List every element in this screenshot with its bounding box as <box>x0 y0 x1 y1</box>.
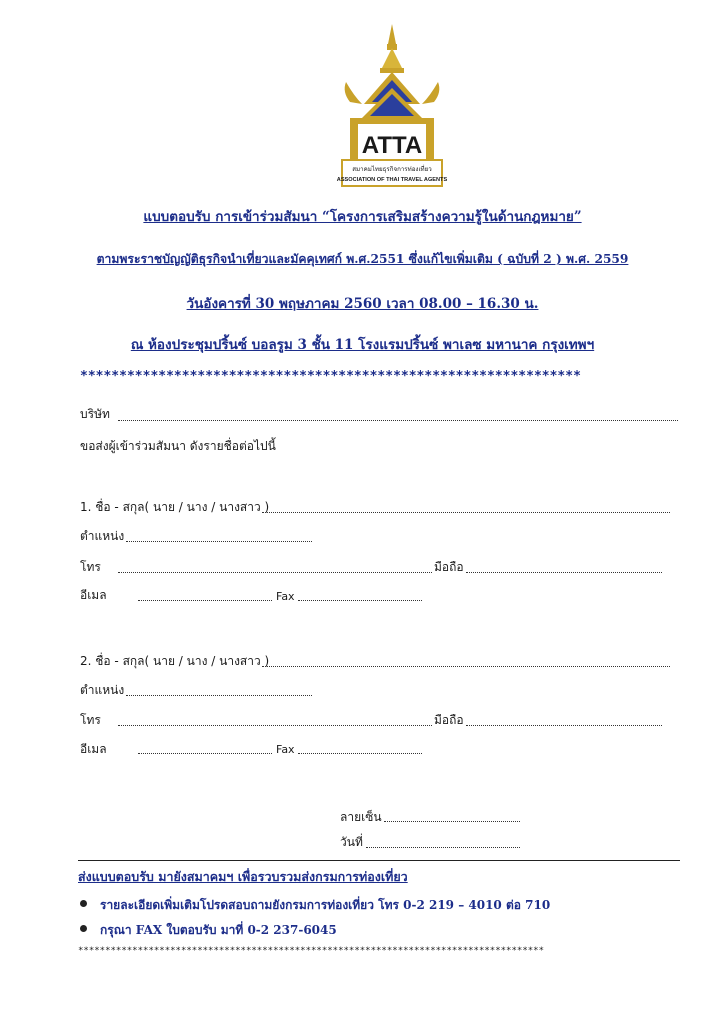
bullet-icon <box>80 925 87 932</box>
participant-1-name-field[interactable] <box>262 512 670 513</box>
date-field[interactable] <box>366 847 520 848</box>
participant-2-phone-label: โทร <box>80 713 101 727</box>
act-reference: ตามพระราชบัญญัติธุรกิจนำเที่ยวและมัคคุเทศก์ พ.ศ.2551 ซึ่งแก้ไขเพิ่มเติม ( ฉบับที่ 2 ) พ.ศ. 2559 <box>96 252 629 266</box>
participant-1-fax-field[interactable] <box>298 600 422 601</box>
svg-text:สมาคมไทยธุรกิจการท่องเที่ยว: สมาคมไทยธุรกิจการท่องเที่ยว <box>352 166 432 173</box>
participant-1-fax-label: Fax <box>276 590 295 603</box>
participant-1-phone-field[interactable] <box>118 572 432 573</box>
participant-1-mobile-field[interactable] <box>466 572 662 573</box>
participant-2-name-field[interactable] <box>262 666 670 667</box>
participant-2-name-label: 2. ชื่อ - สกุล( นาย / นาง / นางสาว ) <box>80 654 270 668</box>
footer-divider <box>78 860 680 861</box>
bullet-icon <box>80 900 87 907</box>
participant-2-mobile-field[interactable] <box>466 725 662 726</box>
participant-2-email-label: อีเมล <box>80 742 107 756</box>
participant-1-position-field[interactable] <box>126 541 312 542</box>
event-date-time: วันอังคารที่ 30 พฤษภาคม 2560 เวลา 08.00 – 16.30 น. <box>186 296 539 312</box>
signature-field[interactable] <box>384 821 520 822</box>
participant-1-email-field[interactable] <box>138 600 272 601</box>
date-label: วันที่ <box>340 835 363 849</box>
participant-2-phone-field[interactable] <box>118 725 432 726</box>
intro-text: ขอส่งผู้เข้าร่วมสัมนา ดังรายชื่อต่อไปนี้ <box>80 439 276 453</box>
event-venue: ณ ห้องประชุมปริ้นซ์ บอลรูม 3 ชั้น 11 โรงแรมปริ้นซ์ พาเลซ มหานาค กรุงเทพฯ <box>130 337 595 353</box>
participant-2-position-field[interactable] <box>126 695 312 696</box>
separator-bottom: ************************************************************************************** <box>78 946 544 956</box>
participant-1-mobile-label: มือถือ <box>434 560 464 574</box>
form-title: แบบตอบรับ การเข้าร่วมสัมนา “โครงการเสริมสร้างความรู้ในด้านกฎหมาย” <box>143 209 582 225</box>
participant-2-position-label: ตำแหน่ง <box>80 683 125 697</box>
participant-2-fax-label: Fax <box>276 743 295 756</box>
participant-1-name-label: 1. ชื่อ - สกุล( นาย / นาง / นางสาว ) <box>80 500 270 514</box>
atta-emblem-icon <box>332 22 452 187</box>
atta-logo <box>332 22 452 187</box>
participant-1-position-label: ตำแหน่ง <box>80 529 125 543</box>
svg-text:ATTA: ATTA <box>361 132 423 159</box>
footer-bullet-1: รายละเอียดเพิ่มเติมโปรดสอบถามยังกรมการท่องเที่ยว โทร 0-2 219 – 4010 ต่อ 710 <box>100 898 551 912</box>
participant-1-phone-label: โทร <box>80 560 101 574</box>
company-label: บริษัท <box>80 407 110 421</box>
svg-text:ASSOCIATION OF THAI TRAVEL AGE: ASSOCIATION OF THAI TRAVEL AGENTS <box>336 177 448 183</box>
participant-2-fax-field[interactable] <box>298 753 422 754</box>
footer-title: ส่งแบบตอบรับ มายังสมาคมฯ เพื่อรวบรวมส่งกรมการท่องเที่ยว <box>78 869 408 884</box>
participant-2-email-field[interactable] <box>138 753 272 754</box>
participant-2-mobile-label: มือถือ <box>434 713 464 727</box>
participant-1-email-label: อีเมล <box>80 588 107 602</box>
signature-label: ลายเซ็น <box>340 810 382 824</box>
footer-bullet-2: กรุณา FAX ใบตอบรับ มาที่ 0-2 237-6045 <box>100 923 337 937</box>
company-field[interactable] <box>118 420 678 421</box>
separator-top: **************************************************************** <box>80 369 581 384</box>
